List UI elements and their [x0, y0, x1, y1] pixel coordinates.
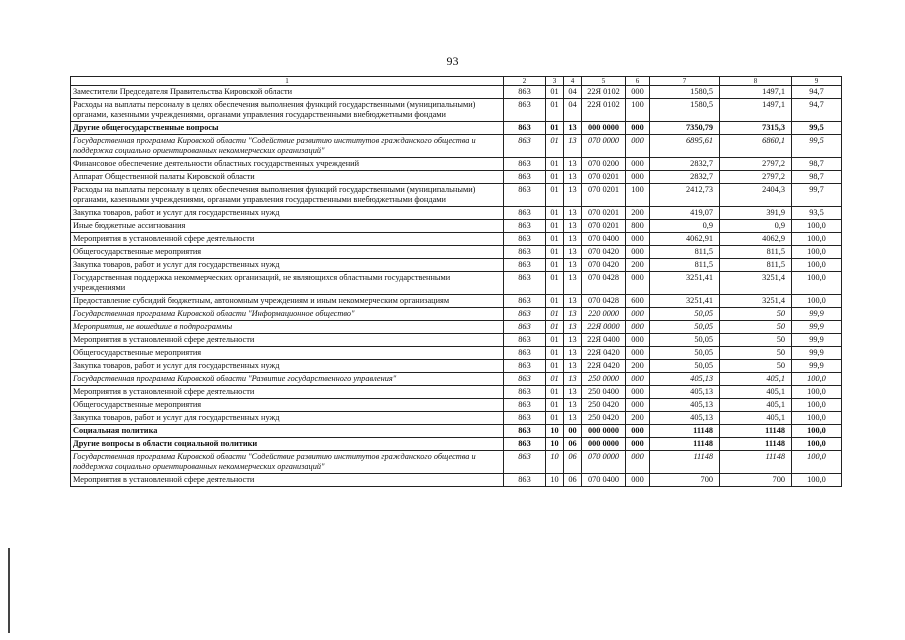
budget-table	[70, 76, 842, 487]
cell-plan: 811,5	[650, 259, 720, 272]
cell-name: Закупка товаров, работ и услуг для государственных нужд	[71, 259, 504, 272]
cell-sec: 01	[546, 135, 564, 158]
cell-target: 250 0000	[582, 373, 626, 386]
cell-sec: 01	[546, 360, 564, 373]
cell-plan: 811,5	[650, 246, 720, 259]
table-row	[71, 220, 842, 233]
cell-plan: 405,13	[650, 386, 720, 399]
cell-fact: 405,1	[720, 373, 792, 386]
cell-sec: 01	[546, 259, 564, 272]
cell-type: 000	[626, 425, 650, 438]
cell-sub: 13	[564, 207, 582, 220]
table-row	[71, 474, 842, 487]
cell-type: 200	[626, 412, 650, 425]
cell-name: Мероприятия в установленной сфере деятельности	[71, 474, 504, 487]
cell-plan: 50,05	[650, 308, 720, 321]
page-number: 93	[446, 54, 459, 68]
cell-name: Аппарат Общественной палаты Кировской области	[71, 171, 504, 184]
cell-fact: 6860,1	[720, 135, 792, 158]
cell-pct: 99,9	[792, 360, 842, 373]
cell-admin: 863	[504, 171, 546, 184]
cell-sub: 13	[564, 399, 582, 412]
cell-name: Другие вопросы в области социальной политики	[71, 438, 504, 451]
cell-type: 000	[626, 334, 650, 347]
table-row	[71, 438, 842, 451]
cell-type: 000	[626, 347, 650, 360]
column-number-8: 8	[720, 77, 792, 86]
cell-sub: 06	[564, 438, 582, 451]
cell-pct: 100,0	[792, 373, 842, 386]
cell-target: 070 0400	[582, 233, 626, 246]
table-row	[71, 184, 842, 207]
cell-target: 250 0420	[582, 412, 626, 425]
cell-sec: 01	[546, 246, 564, 259]
cell-sec: 01	[546, 233, 564, 246]
cell-pct: 100,0	[792, 399, 842, 412]
cell-admin: 863	[504, 259, 546, 272]
cell-sub: 13	[564, 184, 582, 207]
cell-pct: 98,7	[792, 158, 842, 171]
cell-name: Мероприятия, не вошедшие в подпрограммы	[71, 321, 504, 334]
table-row	[71, 308, 842, 321]
cell-sec: 01	[546, 207, 564, 220]
cell-sub: 13	[564, 334, 582, 347]
cell-sub: 13	[564, 412, 582, 425]
table-row	[71, 425, 842, 438]
cell-target: 250 0400	[582, 386, 626, 399]
cell-target: 000 0000	[582, 122, 626, 135]
cell-sec: 01	[546, 321, 564, 334]
cell-admin: 863	[504, 308, 546, 321]
cell-pct: 98,7	[792, 171, 842, 184]
cell-target: 070 0400	[582, 474, 626, 487]
cell-plan: 11148	[650, 451, 720, 474]
cell-name: Заместители Председателя Правительства Кировской области	[71, 86, 504, 99]
cell-name: Общегосударственные мероприятия	[71, 399, 504, 412]
cell-type: 200	[626, 259, 650, 272]
cell-type: 000	[626, 272, 650, 295]
cell-pct: 100,0	[792, 259, 842, 272]
cell-type: 000	[626, 373, 650, 386]
table-row	[71, 295, 842, 308]
cell-plan: 405,13	[650, 412, 720, 425]
cell-pct: 100,0	[792, 220, 842, 233]
cell-name: Общегосударственные мероприятия	[71, 246, 504, 259]
cell-fact: 50	[720, 308, 792, 321]
cell-sec: 10	[546, 474, 564, 487]
cell-admin: 863	[504, 99, 546, 122]
cell-plan: 50,05	[650, 334, 720, 347]
cell-type: 100	[626, 99, 650, 122]
column-number-7: 7	[650, 77, 720, 86]
cell-sub: 13	[564, 233, 582, 246]
cell-admin: 863	[504, 233, 546, 246]
table-row	[71, 99, 842, 122]
cell-sub: 13	[564, 321, 582, 334]
cell-sec: 01	[546, 399, 564, 412]
cell-target: 22Я 0400	[582, 334, 626, 347]
table-row	[71, 122, 842, 135]
table-row	[71, 373, 842, 386]
cell-target: 22Я 0420	[582, 347, 626, 360]
cell-plan: 3251,41	[650, 295, 720, 308]
cell-fact: 50	[720, 321, 792, 334]
cell-pct: 100,0	[792, 386, 842, 399]
cell-type: 000	[626, 171, 650, 184]
cell-sec: 01	[546, 220, 564, 233]
cell-name: Государственная поддержка некоммерческих организаций, не являющихся областными государственными учреждениями	[71, 272, 504, 295]
cell-type: 800	[626, 220, 650, 233]
cell-sub: 04	[564, 99, 582, 122]
cell-sub: 13	[564, 272, 582, 295]
cell-name: Расходы на выплаты персоналу в целях обеспечения выполнения функций государственными (муниципальными) органами, казенными учреждениями, органами управления государственными внебюджетными фондами	[71, 184, 504, 207]
cell-plan: 7350,79	[650, 122, 720, 135]
cell-name: Мероприятия в установленной сфере деятельности	[71, 386, 504, 399]
cell-name: Другие общегосударственные вопросы	[71, 122, 504, 135]
cell-fact: 4062,9	[720, 233, 792, 246]
cell-fact: 50	[720, 360, 792, 373]
cell-admin: 863	[504, 412, 546, 425]
cell-name: Иные бюджетные ассигнования	[71, 220, 504, 233]
cell-admin: 863	[504, 184, 546, 207]
cell-name: Социальная политика	[71, 425, 504, 438]
cell-pct: 100,0	[792, 451, 842, 474]
cell-pct: 99,5	[792, 122, 842, 135]
cell-name: Государственная программа Кировской области "Содействие развитию институтов гражданского общества и поддержка социально ориентированных некоммерческих организаций"	[71, 135, 504, 158]
table-row	[71, 207, 842, 220]
cell-target: 070 0420	[582, 259, 626, 272]
cell-name: Государственная программа Кировской области "Содействие развитию институтов гражданского общества и поддержка социально ориентированных некоммерческих организаций"	[71, 451, 504, 474]
cell-target: 070 0420	[582, 246, 626, 259]
table-row	[71, 360, 842, 373]
cell-pct: 99,9	[792, 321, 842, 334]
cell-admin: 863	[504, 220, 546, 233]
cell-plan: 700	[650, 474, 720, 487]
cell-fact: 2404,3	[720, 184, 792, 207]
cell-fact: 50	[720, 347, 792, 360]
cell-name: Общегосударственные мероприятия	[71, 347, 504, 360]
cell-type: 000	[626, 135, 650, 158]
cell-name: Закупка товаров, работ и услуг для государственных нужд	[71, 412, 504, 425]
cell-fact: 1497,1	[720, 86, 792, 99]
cell-admin: 863	[504, 474, 546, 487]
cell-admin: 863	[504, 272, 546, 295]
cell-admin: 863	[504, 321, 546, 334]
cell-target: 22Я 0102	[582, 99, 626, 122]
cell-admin: 863	[504, 438, 546, 451]
cell-admin: 863	[504, 425, 546, 438]
table-row	[71, 246, 842, 259]
column-number-1: 1	[71, 77, 504, 86]
table-header-row	[71, 77, 842, 86]
cell-type: 000	[626, 399, 650, 412]
cell-sec: 01	[546, 386, 564, 399]
cell-plan: 11148	[650, 438, 720, 451]
cell-type: 000	[626, 321, 650, 334]
cell-pct: 100,0	[792, 438, 842, 451]
cell-plan: 11148	[650, 425, 720, 438]
cell-type: 000	[626, 308, 650, 321]
cell-target: 250 0420	[582, 399, 626, 412]
cell-name: Расходы на выплаты персоналу в целях обеспечения выполнения функций государственными (муниципальными) органами, казенными учреждениями, органами управления государственными внебюджетными фондами	[71, 99, 504, 122]
cell-sec: 01	[546, 184, 564, 207]
cell-pct: 99,5	[792, 135, 842, 158]
table-row	[71, 171, 842, 184]
cell-plan: 3251,41	[650, 272, 720, 295]
cell-admin: 863	[504, 158, 546, 171]
cell-sec: 10	[546, 451, 564, 474]
cell-fact: 405,1	[720, 386, 792, 399]
cell-pct: 100,0	[792, 412, 842, 425]
scan-margin-line	[8, 548, 10, 633]
cell-fact: 50	[720, 334, 792, 347]
cell-plan: 2832,7	[650, 171, 720, 184]
cell-target: 000 0000	[582, 425, 626, 438]
cell-target: 070 0428	[582, 295, 626, 308]
table-row	[71, 259, 842, 272]
cell-name: Закупка товаров, работ и услуг для государственных нужд	[71, 360, 504, 373]
table-row	[71, 399, 842, 412]
cell-type: 000	[626, 158, 650, 171]
cell-sub: 13	[564, 220, 582, 233]
column-number-6: 6	[626, 77, 650, 86]
cell-sec: 01	[546, 86, 564, 99]
cell-fact: 3251,4	[720, 295, 792, 308]
cell-admin: 863	[504, 334, 546, 347]
table-row	[71, 347, 842, 360]
cell-admin: 863	[504, 386, 546, 399]
cell-fact: 7315,3	[720, 122, 792, 135]
cell-pct: 99,9	[792, 334, 842, 347]
cell-plan: 405,13	[650, 373, 720, 386]
cell-sec: 01	[546, 412, 564, 425]
cell-plan: 405,13	[650, 399, 720, 412]
cell-name: Государственная программа Кировской области "Развитие государственного управления"	[71, 373, 504, 386]
cell-pct: 100,0	[792, 295, 842, 308]
cell-pct: 93,5	[792, 207, 842, 220]
cell-pct: 99,9	[792, 308, 842, 321]
cell-fact: 2797,2	[720, 171, 792, 184]
cell-admin: 863	[504, 246, 546, 259]
cell-admin: 863	[504, 295, 546, 308]
cell-sec: 01	[546, 99, 564, 122]
cell-admin: 863	[504, 347, 546, 360]
cell-fact: 11148	[720, 425, 792, 438]
table-row	[71, 272, 842, 295]
cell-name: Финансовое обеспечение деятельности областных государственных учреждений	[71, 158, 504, 171]
cell-sub: 13	[564, 246, 582, 259]
table-row	[71, 321, 842, 334]
cell-sec: 01	[546, 171, 564, 184]
cell-sub: 13	[564, 135, 582, 158]
cell-type: 600	[626, 295, 650, 308]
cell-sec: 01	[546, 334, 564, 347]
cell-pct: 100,0	[792, 272, 842, 295]
cell-sec: 01	[546, 295, 564, 308]
cell-fact: 391,9	[720, 207, 792, 220]
cell-type: 200	[626, 360, 650, 373]
cell-admin: 863	[504, 86, 546, 99]
table-row	[71, 412, 842, 425]
table-row	[71, 135, 842, 158]
cell-admin: 863	[504, 451, 546, 474]
cell-sub: 13	[564, 360, 582, 373]
cell-name: Предоставление субсидий бюджетным, автономным учреждениям и иным некоммерческим организациям	[71, 295, 504, 308]
cell-sub: 13	[564, 347, 582, 360]
cell-target: 070 0201	[582, 184, 626, 207]
cell-fact: 1497,1	[720, 99, 792, 122]
cell-sub: 00	[564, 425, 582, 438]
cell-target: 070 0200	[582, 158, 626, 171]
cell-target: 070 0201	[582, 220, 626, 233]
cell-type: 000	[626, 438, 650, 451]
cell-sec: 01	[546, 373, 564, 386]
cell-pct: 94,7	[792, 99, 842, 122]
cell-fact: 11148	[720, 438, 792, 451]
cell-admin: 863	[504, 373, 546, 386]
cell-plan: 4062,91	[650, 233, 720, 246]
cell-type: 000	[626, 233, 650, 246]
cell-target: 070 0201	[582, 207, 626, 220]
cell-sub: 13	[564, 158, 582, 171]
cell-target: 220 0000	[582, 308, 626, 321]
cell-type: 000	[626, 386, 650, 399]
cell-plan: 419,07	[650, 207, 720, 220]
cell-fact: 405,1	[720, 399, 792, 412]
cell-admin: 863	[504, 122, 546, 135]
cell-sub: 13	[564, 122, 582, 135]
cell-sub: 06	[564, 451, 582, 474]
cell-pct: 100,0	[792, 474, 842, 487]
cell-sub: 13	[564, 171, 582, 184]
cell-fact: 811,5	[720, 246, 792, 259]
cell-fact: 405,1	[720, 412, 792, 425]
cell-name: Государственная программа Кировской области "Информационное общество"	[71, 308, 504, 321]
cell-sub: 04	[564, 86, 582, 99]
cell-fact: 0,9	[720, 220, 792, 233]
column-number-2: 2	[504, 77, 546, 86]
cell-target: 070 0428	[582, 272, 626, 295]
table-row	[71, 386, 842, 399]
cell-type: 000	[626, 246, 650, 259]
cell-plan: 6895,61	[650, 135, 720, 158]
cell-fact: 2797,2	[720, 158, 792, 171]
cell-plan: 50,05	[650, 321, 720, 334]
cell-pct: 99,7	[792, 184, 842, 207]
cell-sub: 13	[564, 373, 582, 386]
table-row	[71, 233, 842, 246]
cell-pct: 100,0	[792, 233, 842, 246]
cell-plan: 0,9	[650, 220, 720, 233]
cell-target: 22Я 0102	[582, 86, 626, 99]
cell-type: 200	[626, 207, 650, 220]
cell-plan: 2832,7	[650, 158, 720, 171]
cell-pct: 99,9	[792, 347, 842, 360]
cell-fact: 700	[720, 474, 792, 487]
table-row	[71, 334, 842, 347]
cell-name: Мероприятия в установленной сфере деятельности	[71, 233, 504, 246]
cell-target: 000 0000	[582, 438, 626, 451]
column-number-9: 9	[792, 77, 842, 86]
cell-sub: 13	[564, 259, 582, 272]
cell-type: 000	[626, 451, 650, 474]
cell-plan: 2412,73	[650, 184, 720, 207]
cell-type: 000	[626, 86, 650, 99]
cell-plan: 50,05	[650, 347, 720, 360]
cell-pct: 100,0	[792, 246, 842, 259]
cell-type: 100	[626, 184, 650, 207]
cell-sub: 13	[564, 386, 582, 399]
cell-sec: 01	[546, 122, 564, 135]
cell-name: Закупка товаров, работ и услуг для государственных нужд	[71, 207, 504, 220]
cell-pct: 94,7	[792, 86, 842, 99]
cell-plan: 1580,5	[650, 99, 720, 122]
cell-fact: 11148	[720, 451, 792, 474]
cell-target: 22Я 0420	[582, 360, 626, 373]
table-row	[71, 451, 842, 474]
cell-sec: 01	[546, 308, 564, 321]
cell-fact: 3251,4	[720, 272, 792, 295]
cell-sub: 06	[564, 474, 582, 487]
cell-sec: 01	[546, 158, 564, 171]
table-row	[71, 158, 842, 171]
cell-target: 070 0201	[582, 171, 626, 184]
cell-fact: 811,5	[720, 259, 792, 272]
cell-admin: 863	[504, 399, 546, 412]
column-number-5: 5	[582, 77, 626, 86]
table-row	[71, 86, 842, 99]
cell-admin: 863	[504, 207, 546, 220]
cell-plan: 1580,5	[650, 86, 720, 99]
cell-sec: 10	[546, 425, 564, 438]
cell-pct: 100,0	[792, 425, 842, 438]
cell-sec: 10	[546, 438, 564, 451]
cell-admin: 863	[504, 360, 546, 373]
cell-sub: 13	[564, 295, 582, 308]
cell-type: 000	[626, 122, 650, 135]
cell-target: 070 0000	[582, 135, 626, 158]
cell-plan: 50,05	[650, 360, 720, 373]
column-number-3: 3	[546, 77, 564, 86]
column-number-4: 4	[564, 77, 582, 86]
cell-target: 070 0000	[582, 451, 626, 474]
cell-admin: 863	[504, 135, 546, 158]
cell-sec: 01	[546, 272, 564, 295]
cell-target: 22Я 0000	[582, 321, 626, 334]
cell-sec: 01	[546, 347, 564, 360]
cell-type: 000	[626, 474, 650, 487]
cell-sub: 13	[564, 308, 582, 321]
cell-name: Мероприятия в установленной сфере деятельности	[71, 334, 504, 347]
